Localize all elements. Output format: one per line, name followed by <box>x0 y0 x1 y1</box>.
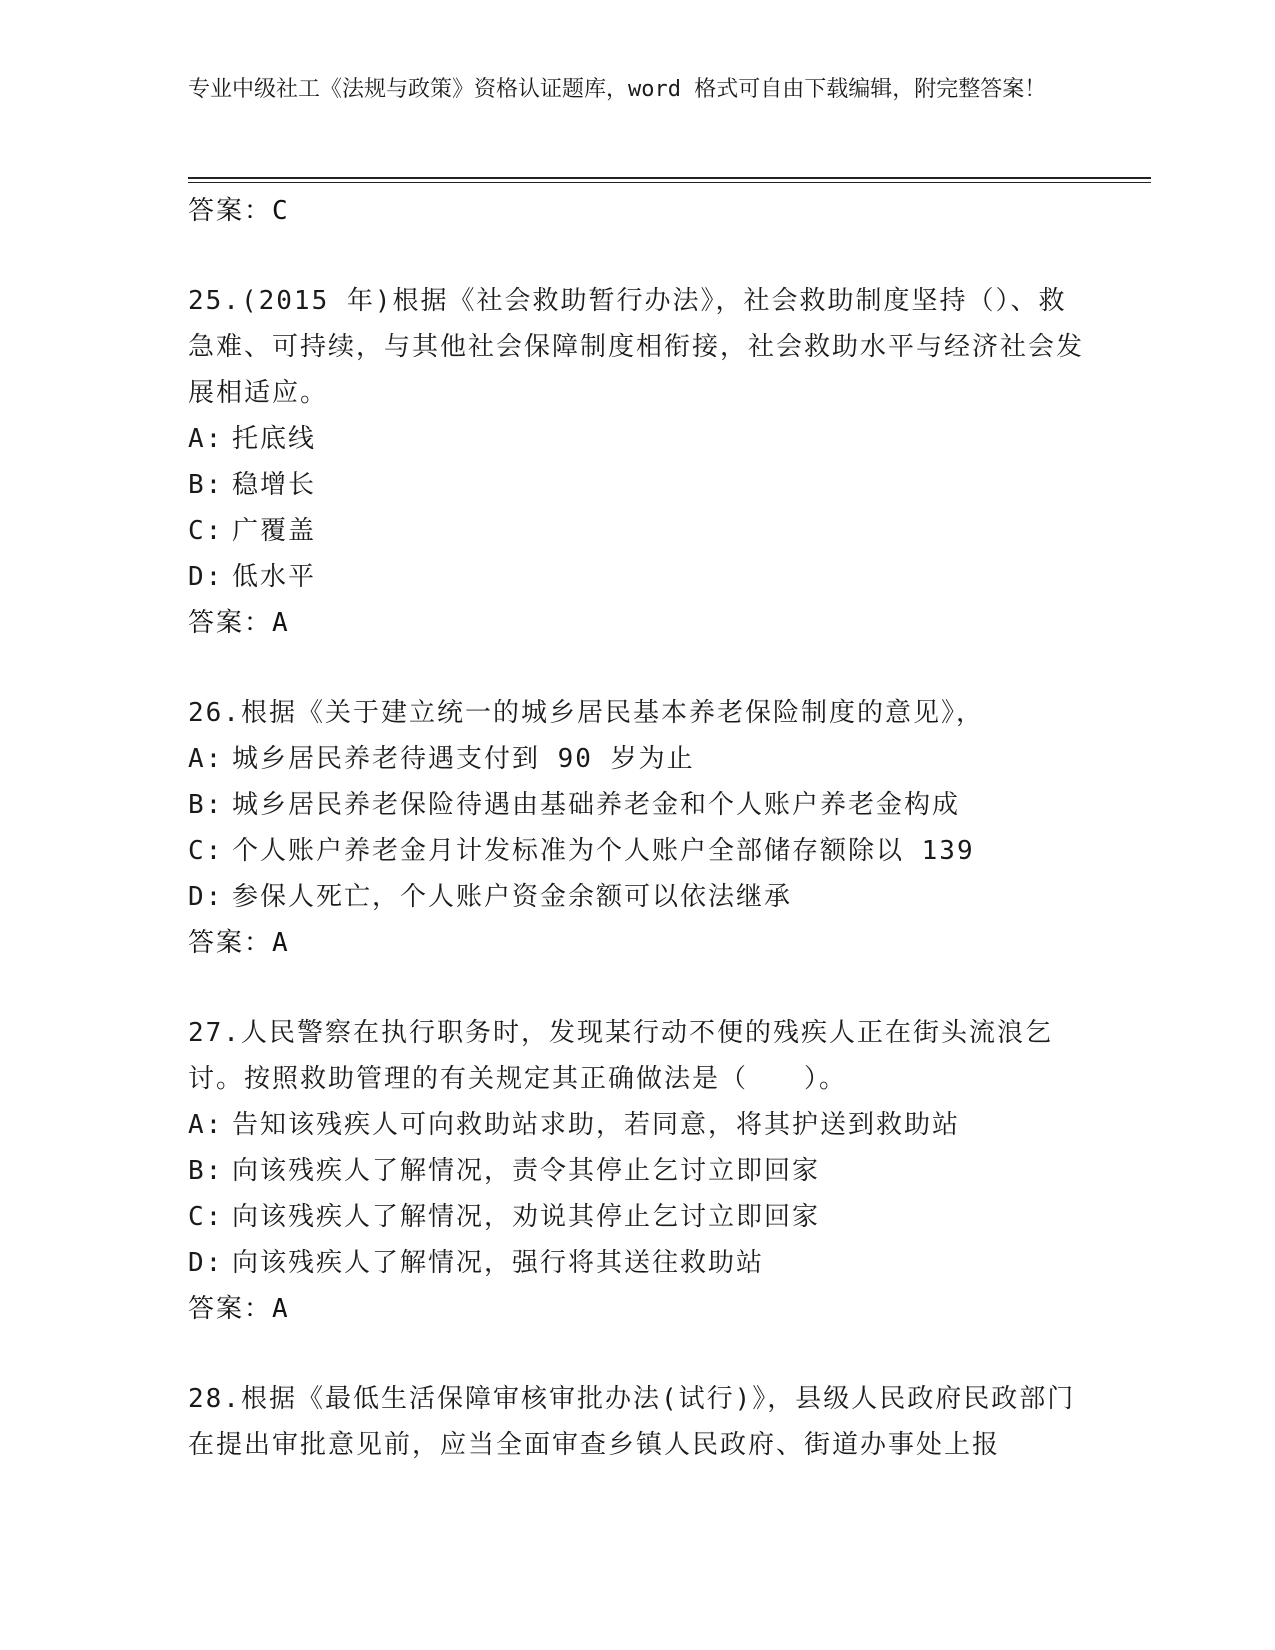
answer-value: C <box>272 196 290 226</box>
page-header-text: 专业中级社工《法规与政策》资格认证题库，word 格式可自由下载编辑，附完整答案！ <box>188 77 1047 102</box>
answer-value: A <box>272 608 290 638</box>
answer-label: 答案： <box>188 1294 273 1324</box>
option-text: 个人账户养老金月计发标准为个人账户全部储存额除以 139 <box>232 836 975 866</box>
option-c <box>188 1194 1088 1240</box>
answer-line <box>188 188 1088 234</box>
header-divider <box>188 177 1151 183</box>
option-c <box>188 828 1088 874</box>
answer-label: 答案： <box>188 196 273 226</box>
answer-label: 答案： <box>188 928 273 958</box>
answer-value: A <box>272 1294 290 1324</box>
option-letter: B: <box>188 470 224 500</box>
option-b <box>188 782 1088 828</box>
answer-line <box>188 1286 1088 1332</box>
option-b <box>188 1148 1088 1194</box>
spacer <box>188 646 1088 690</box>
answer-label: 答案： <box>188 608 273 638</box>
option-d <box>188 874 1088 920</box>
answer-line <box>188 600 1088 646</box>
option-letter: C: <box>188 836 224 866</box>
question-stem: 28.根据《最低生活保障审核审批办法(试行)》，县级人民政府民政部门在提出审批意见前，应当全面审查乡镇人民政府、街道办事处上报 <box>188 1384 1076 1460</box>
option-text: 广覆盖 <box>232 516 317 546</box>
option-letter: D: <box>188 882 224 912</box>
spacer <box>188 966 1088 1010</box>
option-letter: A: <box>188 744 224 774</box>
option-d <box>188 554 1088 600</box>
option-letter: C: <box>188 1202 224 1232</box>
question-stem: 26.根据《关于建立统一的城乡居民基本养老保险制度的意见》， <box>188 698 984 728</box>
option-text: 城乡居民养老保险待遇由基础养老金和个人账户养老金构成 <box>232 790 961 820</box>
option-c <box>188 508 1088 554</box>
option-letter: A: <box>188 1110 224 1140</box>
document-body <box>188 188 1088 1468</box>
option-d <box>188 1240 1088 1286</box>
option-text: 低水平 <box>232 562 317 592</box>
option-text: 稳增长 <box>232 470 317 500</box>
option-text: 参保人死亡，个人账户资金余额可以依法继承 <box>232 882 793 912</box>
question-block <box>188 278 1088 646</box>
answer-value: A <box>272 928 290 958</box>
option-text: 向该残疾人了解情况，强行将其送往救助站 <box>232 1248 765 1278</box>
option-text: 向该残疾人了解情况，责令其停止乞讨立即回家 <box>232 1156 821 1186</box>
option-letter: D: <box>188 1248 224 1278</box>
option-text: 城乡居民养老待遇支付到 90 岁为止 <box>232 744 695 774</box>
question-block <box>188 690 1088 966</box>
spacer <box>188 234 1088 278</box>
option-letter: B: <box>188 790 224 820</box>
answer-line <box>188 920 1088 966</box>
option-a <box>188 416 1088 462</box>
option-letter: B: <box>188 1156 224 1186</box>
option-a <box>188 1102 1088 1148</box>
option-b <box>188 462 1088 508</box>
question-block <box>188 1010 1088 1332</box>
question-block <box>188 1376 1088 1468</box>
option-letter: C: <box>188 516 224 546</box>
question-stem: 25.(2015 年)根据《社会救助暂行办法》，社会救助制度坚持（）、救急难、可持续，与其他社会保障制度相衔接，社会救助水平与经济社会发展相适应。 <box>188 286 1085 408</box>
option-text: 告知该残疾人可向救助站求助，若同意，将其护送到救助站 <box>232 1110 961 1140</box>
option-text: 向该残疾人了解情况，劝说其停止乞讨立即回家 <box>232 1202 821 1232</box>
question-stem: 27.人民警察在执行职务时，发现某行动不便的残疾人正在街头流浪乞讨。按照救助管理的有关规定其正确做法是（ ）。 <box>188 1018 1053 1094</box>
option-letter: D: <box>188 562 224 592</box>
option-text: 托底线 <box>232 424 317 454</box>
spacer <box>188 1332 1088 1376</box>
option-letter: A: <box>188 424 224 454</box>
option-a <box>188 736 1088 782</box>
